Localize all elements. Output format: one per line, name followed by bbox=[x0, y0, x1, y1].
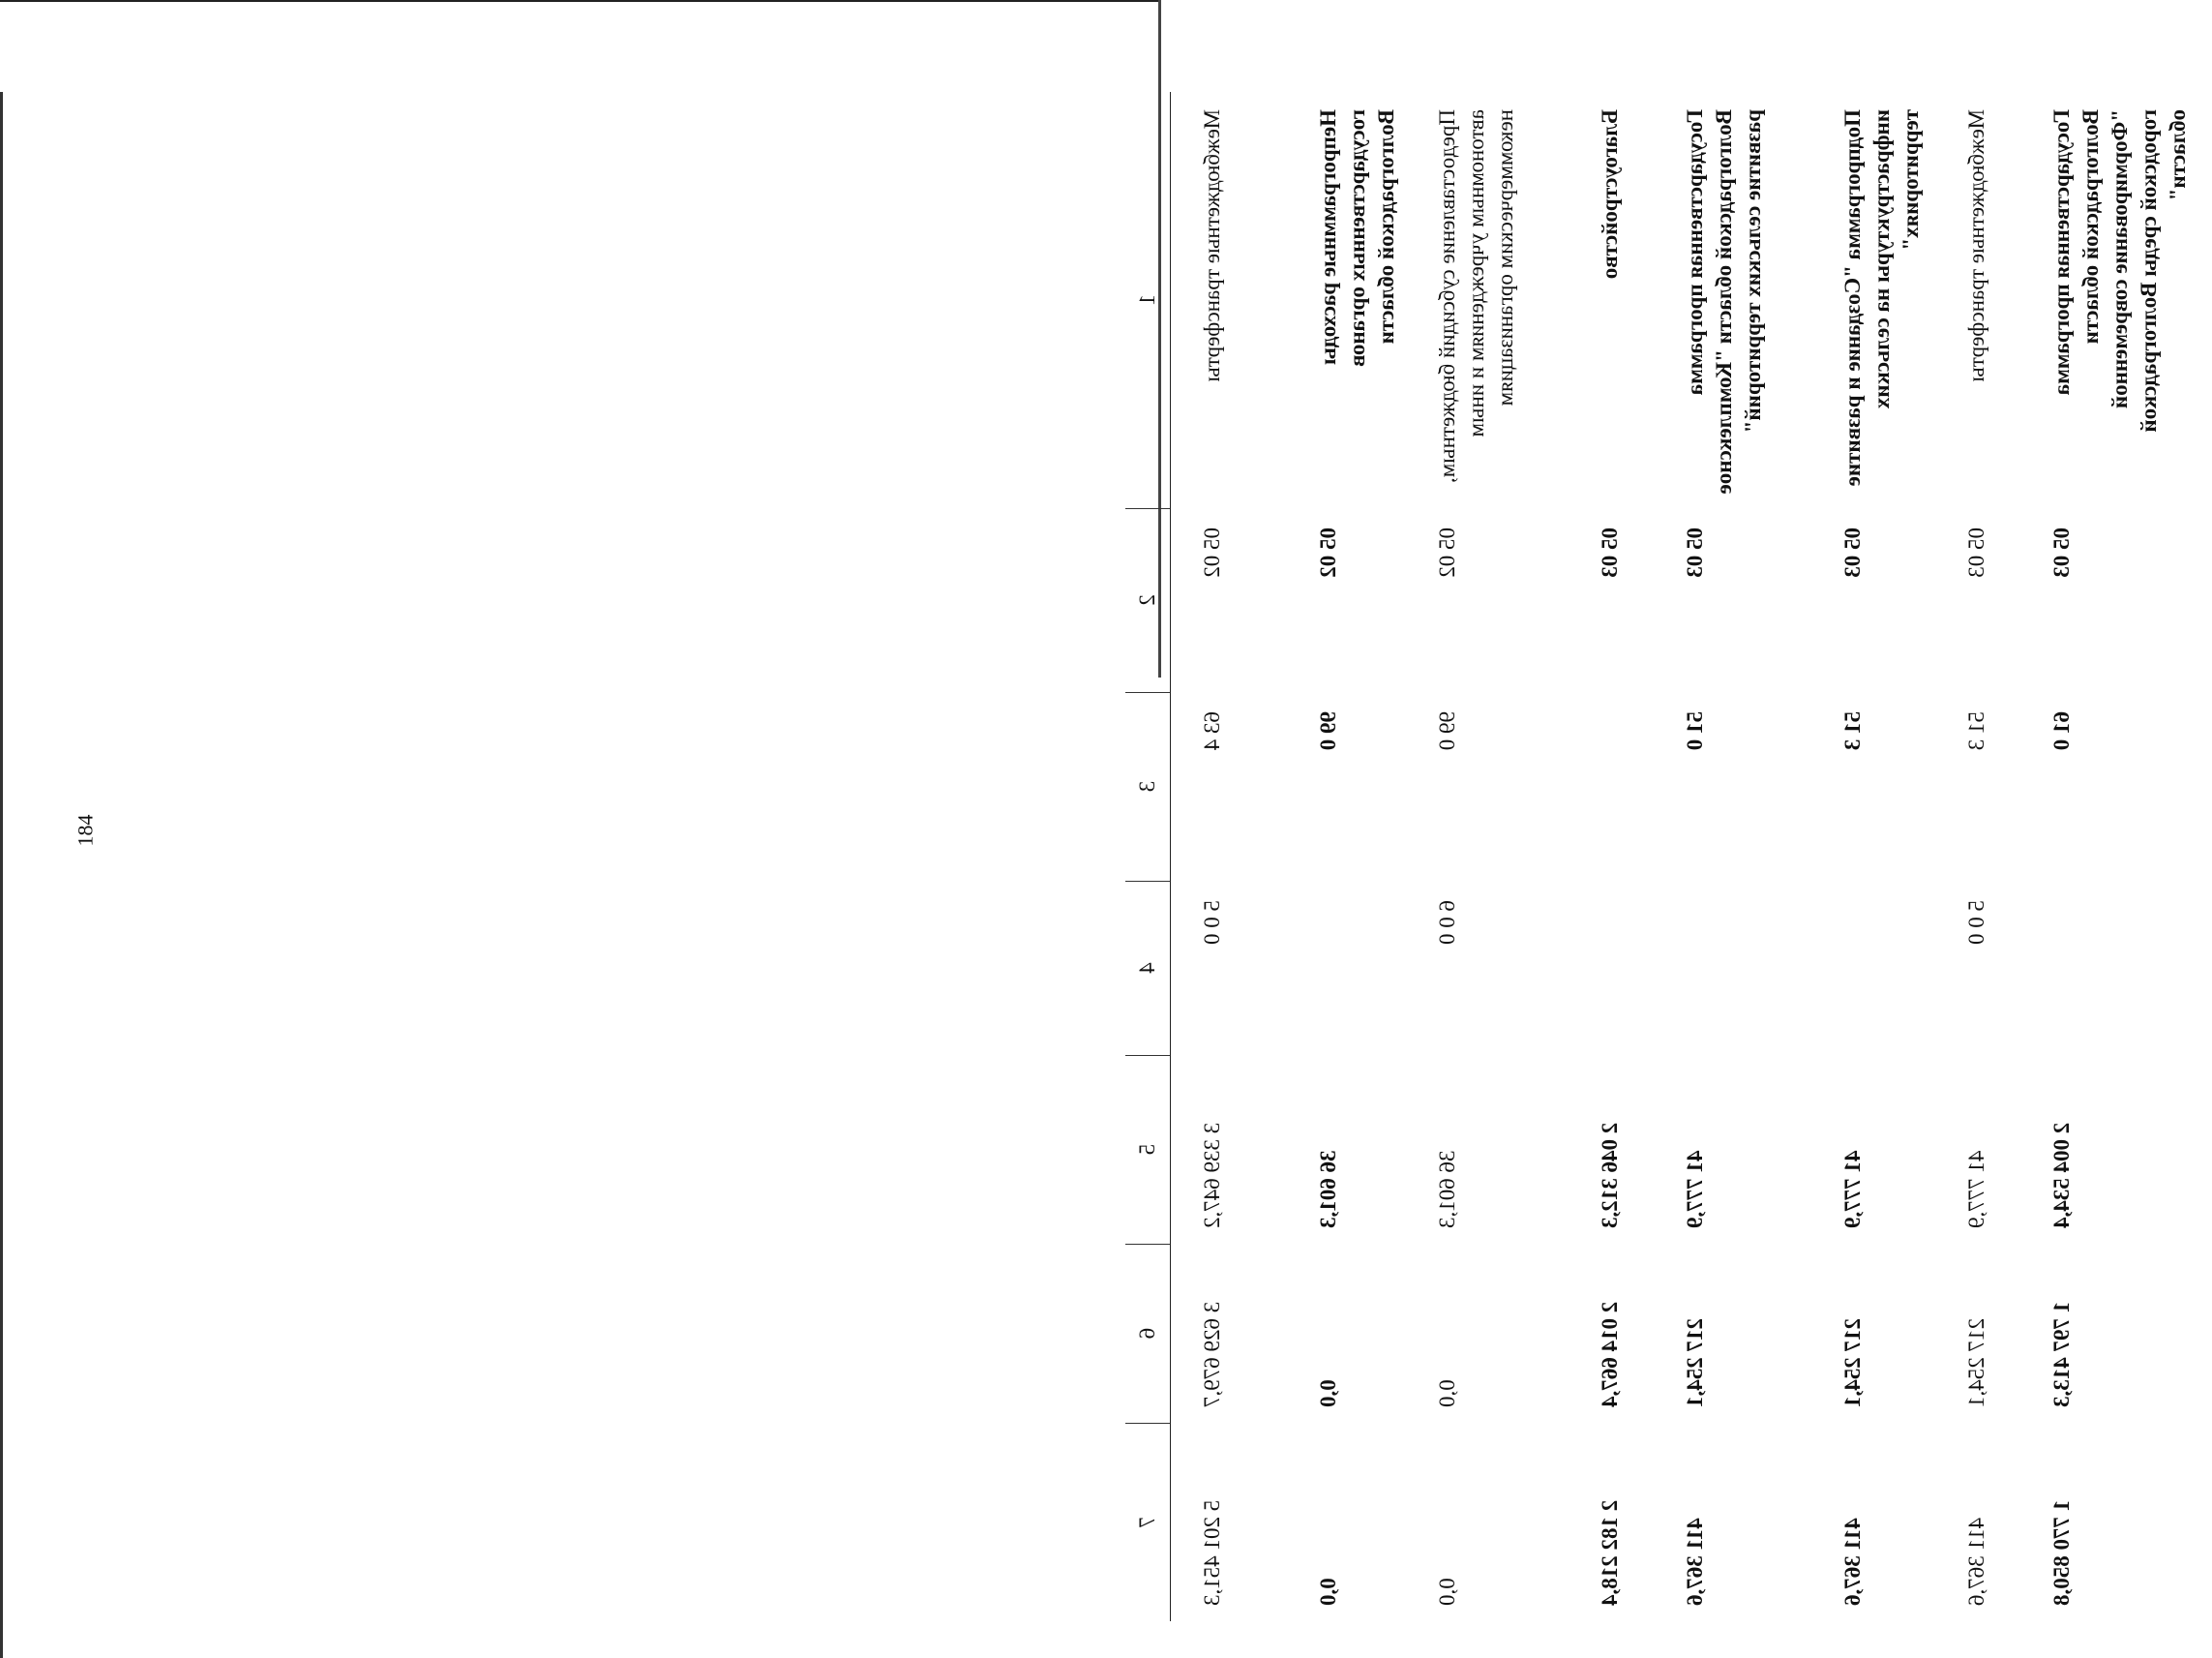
amount-col6: 0,0 bbox=[1316, 1379, 1340, 1407]
table-row bbox=[1569, 92, 1654, 1621]
expense-type-code bbox=[2020, 881, 2212, 1055]
amount-col5: 41 777,9 bbox=[1683, 1150, 1707, 1228]
program-code bbox=[1569, 692, 1654, 881]
rotated-table-container bbox=[1125, 92, 2190, 1621]
row-name: Межбюджетные трансферты bbox=[1200, 109, 1224, 382]
expense-type-code: 6 0 0 bbox=[1435, 900, 1459, 945]
section-code: 05 03 bbox=[2049, 528, 2074, 578]
amount-col6: 217 254,1 bbox=[1840, 1318, 1865, 1407]
amount-col6: 217 254,1 bbox=[1964, 1318, 1988, 1407]
program-code: 61 0 bbox=[2049, 711, 2074, 751]
column-header: 5 bbox=[1125, 1055, 1171, 1244]
amount-col5: 3 339 647,2 bbox=[1200, 1122, 1224, 1228]
amount-col7: 0,0 bbox=[1316, 1578, 1340, 1606]
amount-col6: 217 254,1 bbox=[1683, 1318, 1707, 1407]
table-row bbox=[1654, 92, 1811, 1621]
amount-col6: 1 797 413,3 bbox=[2049, 1301, 2074, 1407]
amount-col6: 0,0 bbox=[1435, 1379, 1459, 1407]
amount-col7: 2 182 218,4 bbox=[1598, 1499, 1622, 1606]
amount-col5: 41 777,9 bbox=[1964, 1150, 1988, 1228]
row-name: Предоставление субсидий бюджетным, автономным учреждениям и иным некоммерческим организациям bbox=[1435, 109, 1517, 484]
amount-col6: 2 014 667,4 bbox=[1598, 1301, 1622, 1407]
section-code: 05 02 bbox=[1435, 528, 1459, 578]
amount-col7: 1 770 850,8 bbox=[2049, 1499, 2074, 1606]
section-code: 05 02 bbox=[1200, 528, 1224, 578]
program-code: 99 0 bbox=[1435, 711, 1459, 751]
amount-col7: 411 367,6 bbox=[1683, 1518, 1707, 1606]
row-name: Благоустройство bbox=[1598, 109, 1622, 280]
program-code: 51 0 bbox=[1683, 711, 1707, 751]
expense-type-code bbox=[1287, 881, 1406, 1055]
expense-type-code bbox=[1569, 881, 1654, 1055]
column-header: 7 bbox=[1125, 1423, 1171, 1621]
table-row bbox=[1935, 92, 2020, 1621]
table-row bbox=[1406, 92, 1569, 1621]
table-row bbox=[1287, 92, 1406, 1621]
table-row bbox=[1171, 92, 1288, 1621]
expense-type-code bbox=[1654, 881, 1811, 1055]
column-header: 2 bbox=[1125, 508, 1171, 692]
program-code: 63 4 bbox=[1200, 711, 1224, 751]
row-name: Подпрограмма "Создание и развитие инфраструктуры на сельских территориях" bbox=[1840, 109, 1923, 487]
row-name: Государственная программа Волгоградской области "Комплексное развитие сельских территорий" bbox=[1683, 109, 1765, 495]
program-code: 51 3 bbox=[1840, 711, 1865, 751]
scan-edge-left bbox=[0, 92, 3, 1658]
amount-col7: 411 367,6 bbox=[1964, 1517, 1988, 1606]
amount-col5: 36 601,3 bbox=[1435, 1150, 1459, 1228]
column-header: 1 bbox=[1125, 92, 1171, 508]
amount-col7: 5 201 451,3 bbox=[1200, 1499, 1224, 1606]
expense-type-code: 5 0 0 bbox=[1964, 900, 1988, 945]
amount-col5: 41 777,9 bbox=[1840, 1150, 1865, 1228]
column-header: 3 bbox=[1125, 692, 1171, 881]
row-name: Государственная программа Волгоградской области "Формирование современной городской среды Волгоградской области" bbox=[2049, 109, 2190, 433]
table-row bbox=[2020, 92, 2212, 1621]
amount-col5: 2 046 312,3 bbox=[1598, 1122, 1622, 1228]
row-name: Межбюджетные трансферты bbox=[1964, 109, 1988, 382]
amount-col5: 36 601,3 bbox=[1316, 1150, 1340, 1228]
section-code: 05 03 bbox=[1840, 528, 1865, 578]
expense-type-code bbox=[1811, 881, 1935, 1055]
amount-col7: 411 367,6 bbox=[1840, 1518, 1865, 1606]
section-code: 05 03 bbox=[1964, 528, 1988, 578]
program-code: 99 0 bbox=[1316, 711, 1340, 751]
header-row bbox=[1125, 92, 1171, 1621]
section-code: 05 02 bbox=[1316, 528, 1340, 578]
section-code: 05 03 bbox=[1598, 528, 1622, 578]
scan-edge-top bbox=[0, 0, 1161, 2]
expense-type-code: 5 0 0 bbox=[1200, 900, 1224, 945]
budget-table bbox=[1125, 92, 2212, 1621]
page-number: 184 bbox=[73, 814, 98, 847]
amount-col7: 0,0 bbox=[1435, 1578, 1459, 1606]
amount-col6: 3 629 679,7 bbox=[1200, 1301, 1224, 1407]
amount-col5: 2 004 534,4 bbox=[2049, 1122, 2074, 1228]
table-row bbox=[1811, 92, 1935, 1621]
program-code: 51 3 bbox=[1964, 711, 1988, 751]
section-code: 05 03 bbox=[1683, 528, 1707, 578]
column-header: 4 bbox=[1125, 881, 1171, 1055]
row-name: Непрограммные расходы государственных органов Волгоградской области bbox=[1316, 109, 1398, 367]
column-header: 6 bbox=[1125, 1244, 1171, 1423]
